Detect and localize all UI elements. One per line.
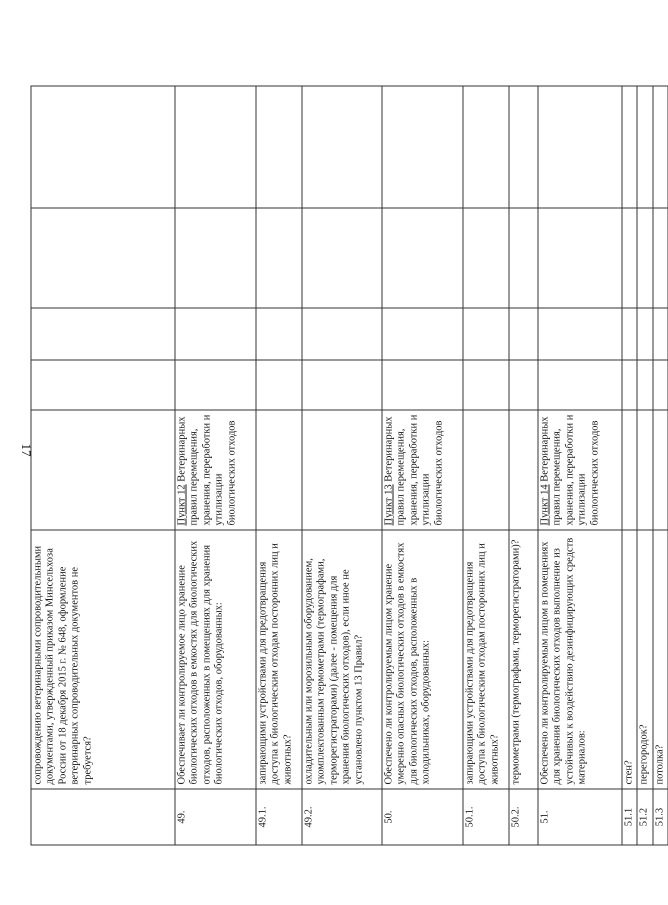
reference-text: Ветеринарных правил перемещения, хранения, переработки и утилизации биологических отходов — [383, 414, 444, 526]
table-row — [622, 86, 637, 845]
answer-cell[interactable] — [175, 86, 256, 208]
answer-cell[interactable] — [382, 86, 463, 208]
legal-reference — [622, 410, 637, 530]
answer-cell[interactable] — [463, 86, 509, 208]
answer-cell[interactable] — [652, 208, 667, 308]
item-number: 50. — [382, 789, 463, 845]
item-number — [31, 789, 175, 845]
answer-cell[interactable] — [302, 360, 382, 410]
answer-cell[interactable] — [31, 208, 175, 308]
answer-cell[interactable] — [622, 308, 637, 360]
answer-cell[interactable] — [509, 208, 538, 308]
answer-cell[interactable] — [175, 360, 256, 410]
answer-cell[interactable] — [637, 86, 652, 208]
reference-link[interactable]: Пункт 14 — [539, 484, 550, 526]
answer-cell[interactable] — [652, 308, 667, 360]
table-row — [382, 86, 463, 845]
answer-cell[interactable] — [302, 86, 382, 208]
answer-cell[interactable] — [256, 86, 302, 208]
question-text: стен? — [622, 530, 637, 789]
answer-cell[interactable] — [637, 208, 652, 308]
answer-cell[interactable] — [256, 208, 302, 308]
legal-reference — [509, 410, 538, 530]
legal-reference — [463, 410, 509, 530]
question-text: потолка? — [652, 530, 667, 789]
question-text: Обеспечено ли контролируемым лицом в помещениях для хранения биологических отходов выполнение из устойчивых к воздействию дезинфицирующих средств материалов: — [538, 530, 622, 789]
reference-text: Ветеринарных правил перемещения, хранения, переработки и утилизации биологических отходов — [176, 414, 237, 526]
table-row — [302, 86, 382, 845]
question-text: Обеспечено ли контролируемым лицом хранение умеренно опасных биологических отходов в емкостях для биологических отходов, расположенных в холодильниках, оборудованных: — [382, 530, 463, 789]
legal-reference — [256, 410, 302, 530]
item-number: 49.2. — [302, 789, 382, 845]
answer-cell[interactable] — [382, 360, 463, 410]
answer-cell[interactable] — [509, 308, 538, 360]
answer-cell[interactable] — [538, 208, 622, 308]
item-number: 49. — [175, 789, 256, 845]
answer-cell[interactable] — [463, 308, 509, 360]
question-text: термометрами (термографами, терморегистраторами)? — [509, 530, 538, 789]
answer-cell[interactable] — [175, 308, 256, 360]
answer-cell[interactable] — [463, 360, 509, 410]
table-row — [463, 86, 509, 845]
reference-text: Ветеринарных правил перемещения, хранения, переработки и утилизации биологических отходов — [539, 414, 600, 526]
table-row — [509, 86, 538, 845]
reference-link[interactable]: Пункт 13 — [383, 484, 394, 526]
answer-cell[interactable] — [382, 308, 463, 360]
checklist-table — [30, 87, 665, 846]
question-text: сопровождению ветеринарными сопроводительными документами, утвержденный приказом Минсельхоза России от 18 декабря 2015 г. № 648, оформление ветеринарных сопроводительных документов не требуется? — [31, 530, 175, 789]
item-number: 51.2 — [637, 789, 652, 845]
item-number: 50.1. — [463, 789, 509, 845]
answer-cell[interactable] — [256, 360, 302, 410]
table-row — [31, 86, 175, 845]
question-text: Обеспечивает ли контролируемое лицо хранение биологических отходов в емкостях для биологических отходов, расположенных в помещениях для хранения биологических отходов, оборудованных: — [175, 530, 256, 789]
answer-cell[interactable] — [538, 86, 622, 208]
item-number: 51.1 — [622, 789, 637, 845]
table-row — [175, 86, 256, 845]
answer-cell[interactable] — [31, 308, 175, 360]
table-row — [256, 86, 302, 845]
legal-reference — [302, 410, 382, 530]
question-text: запирающими устройствами для предотвращения доступа к биологическим отходам посторонних лиц и животных? — [463, 530, 509, 789]
answer-cell[interactable] — [652, 86, 667, 208]
answer-cell[interactable] — [382, 208, 463, 308]
answer-cell[interactable] — [637, 360, 652, 410]
answer-cell[interactable] — [622, 86, 637, 208]
item-number: 51.3 — [652, 789, 667, 845]
answer-cell[interactable] — [31, 360, 175, 410]
answer-cell[interactable] — [538, 308, 622, 360]
legal-reference — [538, 410, 622, 530]
legal-reference — [175, 410, 256, 530]
legal-reference — [652, 410, 667, 530]
answer-cell[interactable] — [256, 308, 302, 360]
question-text: запирающими устройствами для предотвращения доступа к биологическим отходам посторонних лиц и животных? — [256, 530, 302, 789]
table-row — [652, 86, 667, 845]
answer-cell[interactable] — [175, 208, 256, 308]
answer-cell[interactable] — [463, 208, 509, 308]
question-text: охладительным или морозильным оборудованием, укомплектованным термометрами (термографами, терморегистраторами) (далее - помещения для хранения биологических отходов), если иное не установлено пунктом 13 Правил? — [302, 530, 382, 789]
item-number: 50.2. — [509, 789, 538, 845]
answer-cell[interactable] — [509, 86, 538, 208]
table-row — [637, 86, 652, 845]
answer-cell[interactable] — [509, 360, 538, 410]
page-number: 17 — [19, 443, 34, 457]
answer-cell[interactable] — [31, 86, 175, 208]
answer-cell[interactable] — [622, 208, 637, 308]
answer-cell[interactable] — [302, 208, 382, 308]
item-number: 49.1. — [256, 789, 302, 845]
table-row — [538, 86, 622, 845]
answer-cell[interactable] — [622, 360, 637, 410]
legal-reference — [31, 410, 175, 530]
answer-cell[interactable] — [637, 308, 652, 360]
legal-reference — [637, 410, 652, 530]
legal-reference — [382, 410, 463, 530]
answer-cell[interactable] — [302, 308, 382, 360]
item-number: 51. — [538, 789, 622, 845]
question-text: перегородок? — [637, 530, 652, 789]
reference-link[interactable]: Пункт 12 — [176, 484, 187, 526]
answer-cell[interactable] — [652, 360, 667, 410]
answer-cell[interactable] — [538, 360, 622, 410]
